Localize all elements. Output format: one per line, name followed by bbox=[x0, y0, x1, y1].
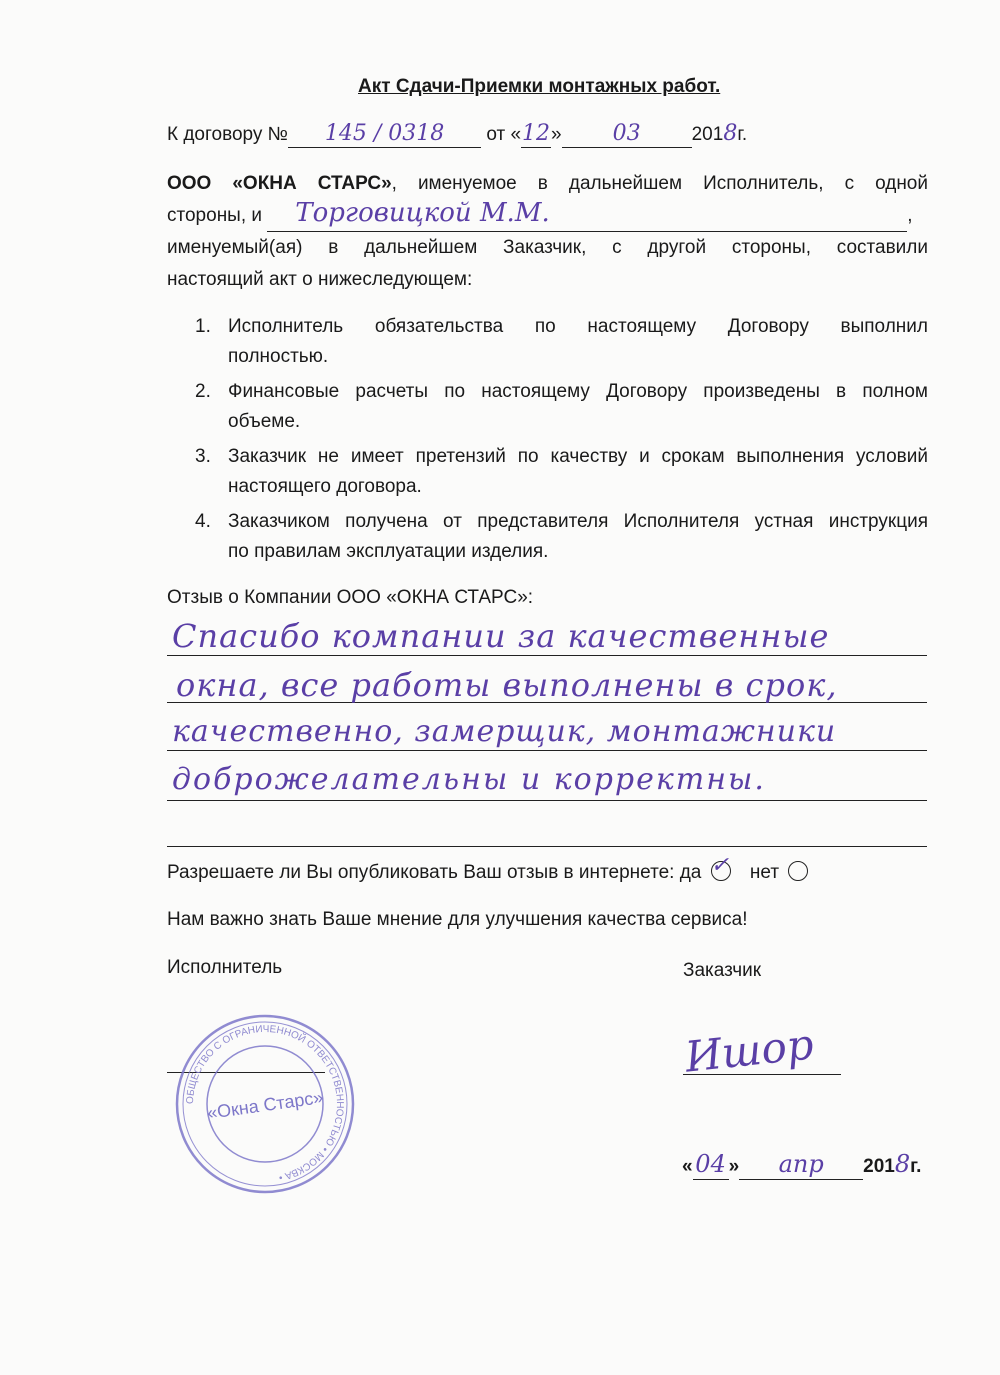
date-day: 04 bbox=[695, 1150, 726, 1178]
list-item-line-1: Финансовые расчеты по настоящему Договору произведены в полном bbox=[228, 381, 928, 402]
stamp-ring-text: ОБЩЕСТВО С ОГРАНИЧЕННОЙ ОТВЕТСТВЕННОСТЬЮ • МОСКВА • bbox=[184, 1023, 346, 1183]
publish-question-row bbox=[167, 853, 808, 885]
date-month-field bbox=[739, 1152, 863, 1180]
list-item-number: 4. bbox=[195, 511, 211, 532]
list-item bbox=[195, 312, 928, 372]
intro-line-4: настоящий акт о нижеследующем: bbox=[167, 269, 473, 290]
intro-line-2-prefix: стороны, и bbox=[167, 205, 263, 226]
list-item-number: 3. bbox=[195, 446, 211, 467]
intro-line-2-suffix: , bbox=[907, 205, 913, 226]
review-text-line-4: доброжелательны и корректны. bbox=[172, 762, 766, 797]
date-month: апр bbox=[778, 1150, 824, 1178]
customer-name-field bbox=[267, 198, 907, 232]
date-open-quote: « bbox=[682, 1156, 693, 1177]
publish-no-label: нет bbox=[749, 862, 780, 883]
stamp-center-text: «Окна Старс» bbox=[205, 1086, 325, 1124]
contract-day: 12 bbox=[522, 121, 551, 146]
intro-line-3: именуемый(ая) в дальнейшем Заказчик, с другой стороны, составили bbox=[167, 237, 928, 258]
date-year-digit: 8 bbox=[894, 1150, 911, 1178]
company-stamp bbox=[170, 1012, 360, 1197]
contract-month: 03 bbox=[612, 121, 641, 146]
contract-prefix: К договору № bbox=[167, 124, 289, 145]
importance-note: Нам важно знать Ваше мнение для улучшения качества сервиса! bbox=[167, 909, 748, 930]
date-day-field bbox=[693, 1152, 729, 1180]
list-item-number: 1. bbox=[195, 316, 211, 337]
review-text-line-1: Спасибо компании за качественные bbox=[172, 617, 830, 655]
check-mark-icon: ✓ bbox=[710, 853, 730, 878]
contract-year-suffix: г. bbox=[737, 124, 748, 145]
review-rule-1 bbox=[167, 655, 927, 656]
contract-quote-close: » bbox=[551, 124, 562, 145]
intro-line-1 bbox=[167, 168, 928, 200]
list-item bbox=[195, 507, 928, 567]
list-item bbox=[195, 377, 928, 437]
list-item-line-1: Заказчик не имеет претензий по качеству и срокам выполнения условий bbox=[228, 446, 928, 467]
list-item bbox=[195, 442, 928, 502]
publish-question: Разрешаете ли Вы опубликовать Ваш отзыв в интернете: да bbox=[167, 862, 702, 883]
list-item-line-1: Заказчиком получена от представителя Исполнителя устная инструкция bbox=[228, 511, 928, 532]
intro-line-1-text: , именуемое в дальнейшем Исполнитель, с одной bbox=[391, 173, 928, 194]
contract-number-field bbox=[288, 122, 481, 148]
contract-year-digit: 8 bbox=[723, 121, 738, 146]
contract-day-field bbox=[521, 122, 551, 148]
date-close-quote: » bbox=[728, 1156, 740, 1177]
signature-date bbox=[682, 1152, 921, 1180]
terms-list bbox=[195, 312, 928, 567]
date-year-prefix: 201 bbox=[863, 1156, 895, 1177]
publish-no-checkbox[interactable] bbox=[788, 861, 808, 881]
list-item-line-1: Исполнитель обязательства по настоящему Договору выполнил bbox=[228, 316, 928, 337]
executor-label: Исполнитель bbox=[167, 957, 283, 978]
list-item-line-2: объеме. bbox=[228, 411, 301, 432]
contract-month-field bbox=[562, 122, 692, 148]
contract-from-label: от « bbox=[486, 124, 522, 145]
contract-year-prefix: 201 bbox=[691, 124, 724, 145]
document-title: Акт Сдачи-Приемки монтажных работ. bbox=[358, 76, 721, 97]
review-rule-5 bbox=[167, 846, 927, 847]
review-label: Отзыв о Компании ООО «ОКНА СТАРС»: bbox=[167, 587, 534, 608]
review-text-line-2: окна, все работы выполнены в срок, bbox=[176, 666, 838, 704]
contract-number: 145 / 0318 bbox=[324, 121, 445, 146]
customer-label: Заказчик bbox=[683, 960, 762, 981]
date-year-suffix: г. bbox=[910, 1156, 922, 1177]
publish-yes-checkbox[interactable] bbox=[710, 853, 731, 881]
review-rule-3 bbox=[167, 750, 927, 751]
list-item-number: 2. bbox=[195, 381, 211, 402]
list-item-line-2: по правилам эксплуатации изделия. bbox=[228, 541, 549, 562]
review-rule-4 bbox=[167, 800, 927, 801]
list-item-line-2: настоящего договора. bbox=[228, 476, 422, 497]
contract-line bbox=[167, 122, 747, 148]
intro-company: ООО «ОКНА СТАРС» bbox=[167, 173, 392, 194]
intro-paragraph bbox=[167, 168, 928, 296]
customer-signature: Ишор bbox=[682, 1019, 816, 1082]
intro-line-2 bbox=[167, 200, 928, 232]
customer-name: Торговицкой М.М. bbox=[295, 198, 550, 228]
list-item-line-2: полностью. bbox=[228, 346, 329, 367]
review-text-line-3: качественно, замерщик, монтажники bbox=[172, 714, 837, 749]
